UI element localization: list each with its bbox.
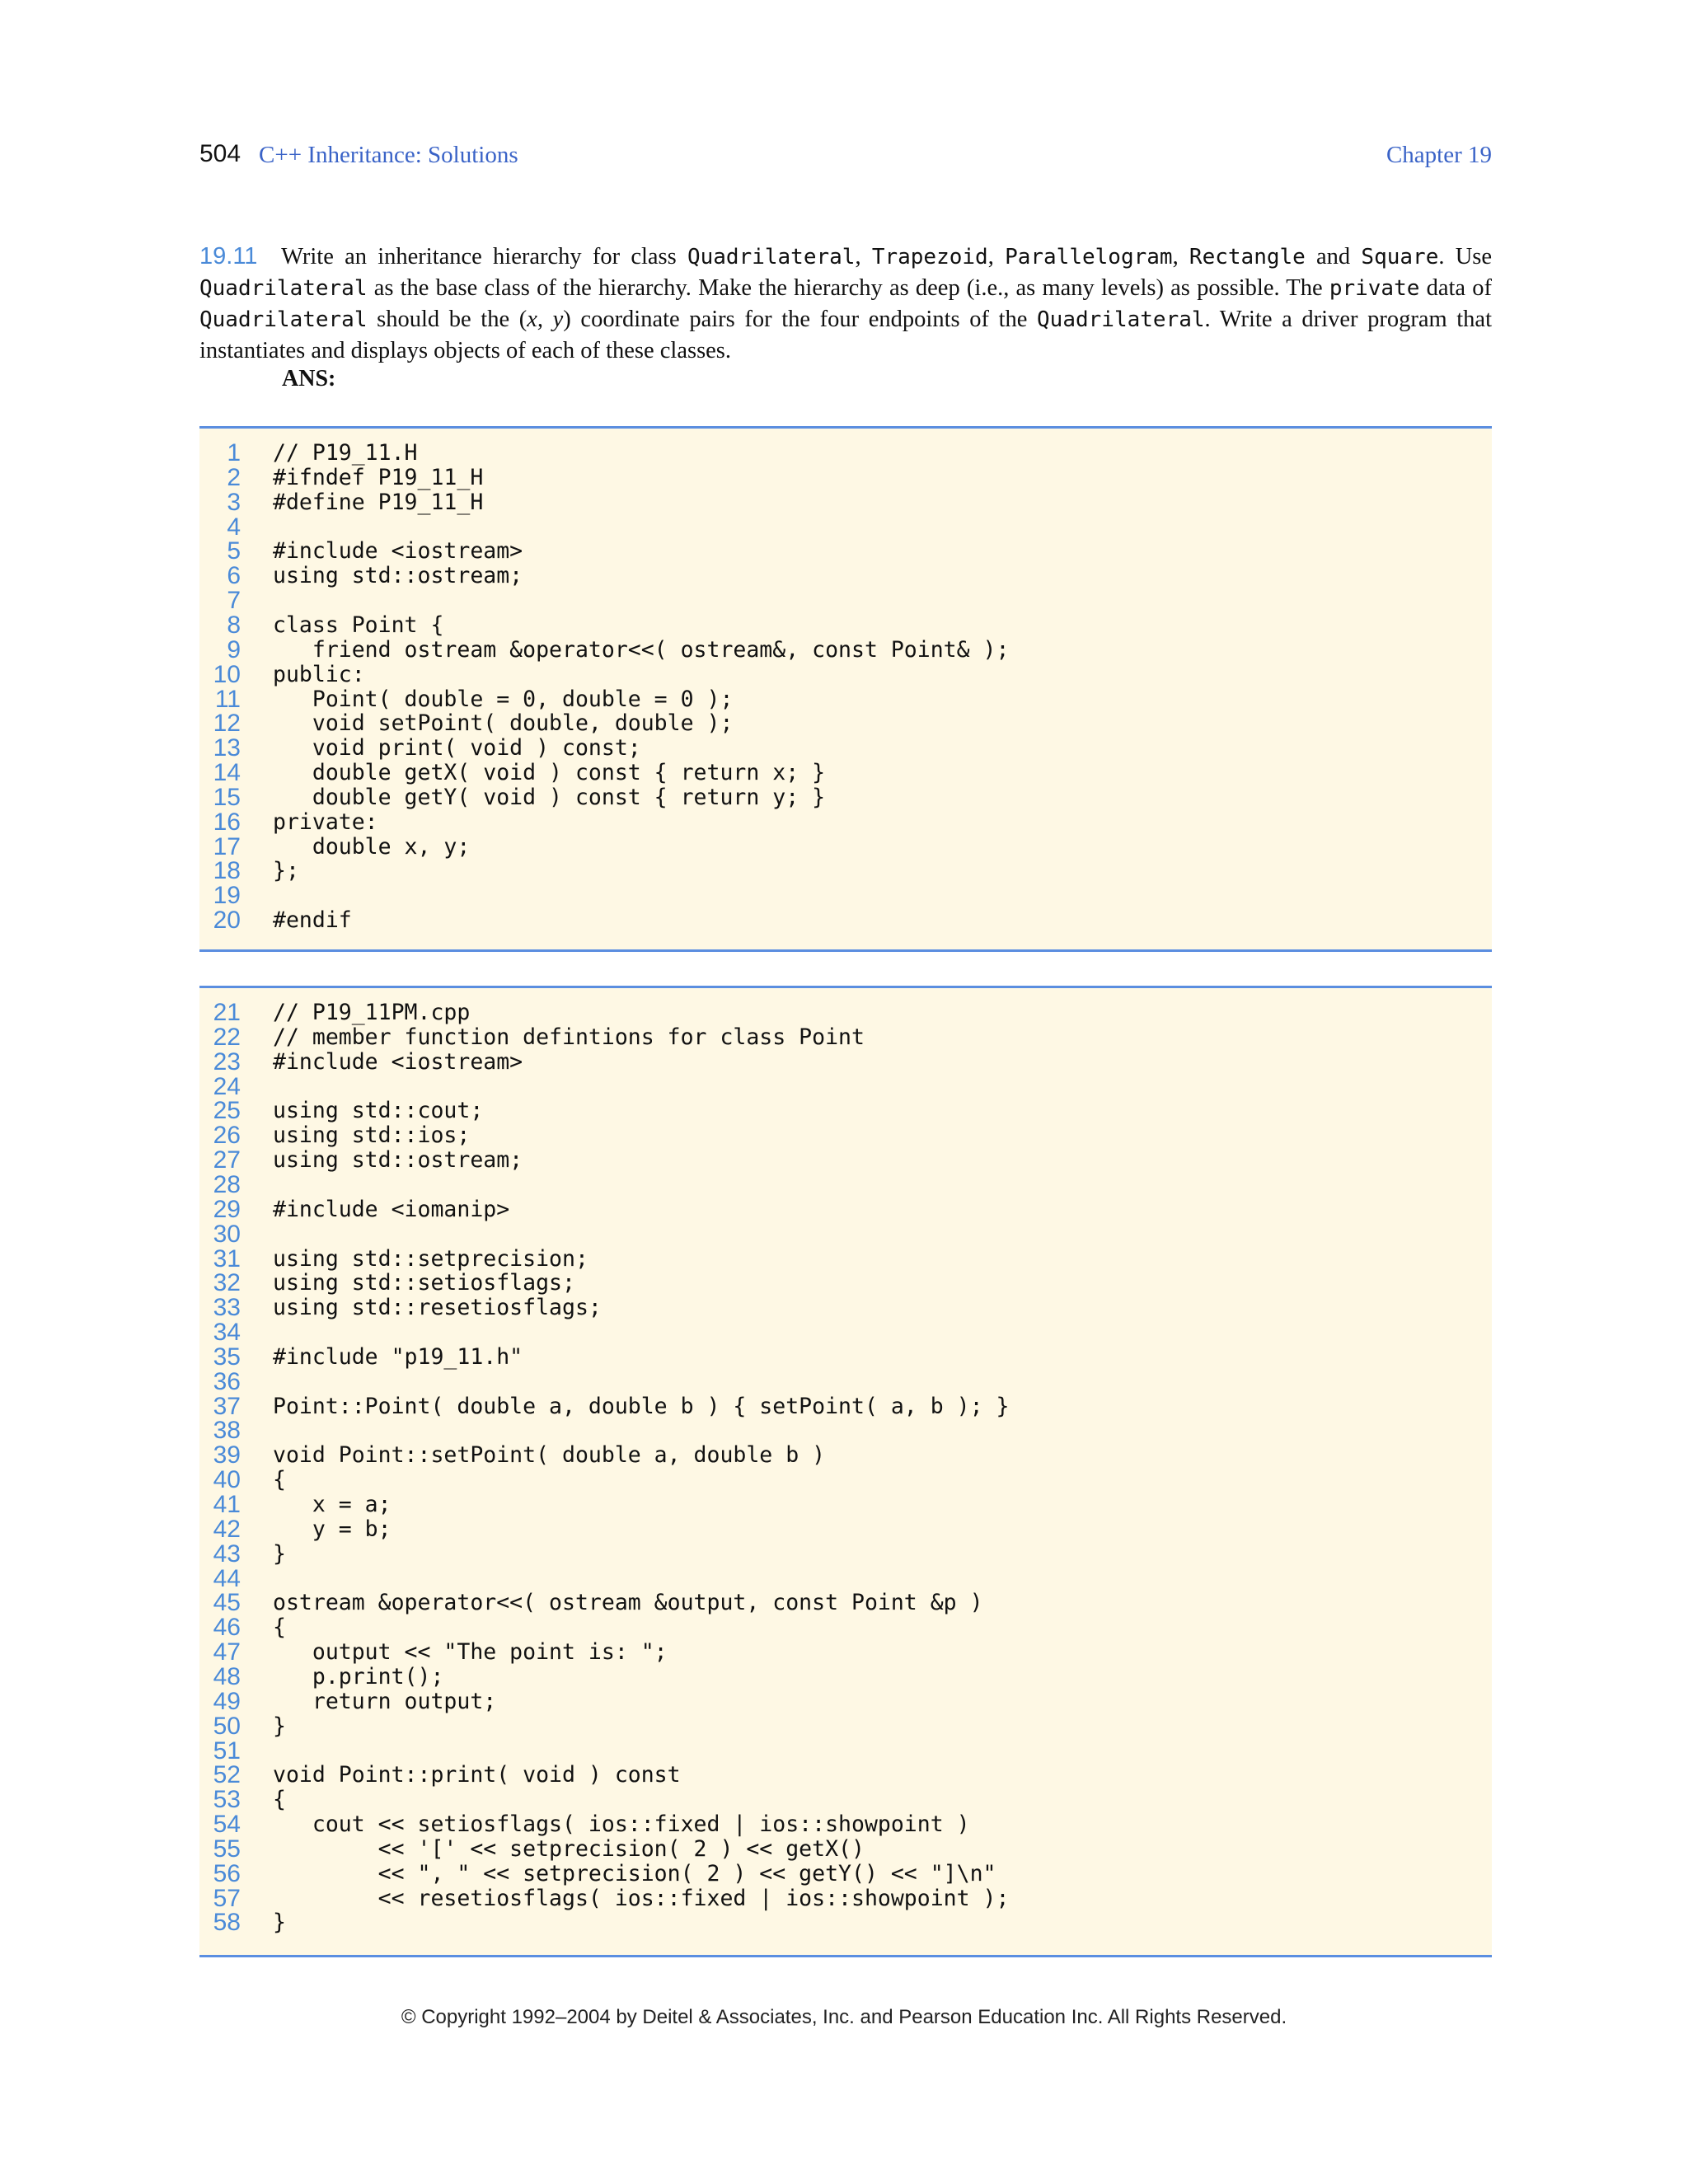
line-number: 6 — [227, 562, 241, 590]
code-line — [199, 1025, 1492, 1050]
line-number: 15 — [213, 783, 241, 811]
line-number: 5 — [227, 537, 241, 565]
code-line — [199, 1837, 1492, 1862]
code-text: } — [273, 1540, 286, 1567]
code-text: { — [273, 1787, 286, 1813]
code-line — [199, 539, 1492, 564]
line-number: 28 — [213, 1170, 241, 1198]
code-line — [199, 1197, 1492, 1222]
code-text: double getX( void ) const { return x; } — [273, 760, 826, 786]
line-number: 34 — [213, 1319, 241, 1347]
line-number: 30 — [213, 1220, 241, 1248]
code-line — [199, 588, 1492, 613]
exercise-text-run: , — [1172, 244, 1189, 269]
line-number: 33 — [213, 1294, 241, 1322]
page-number: 504 — [199, 140, 241, 167]
exercise-text-run: should be the ( — [367, 307, 528, 332]
line-number: 39 — [213, 1441, 241, 1469]
code-line — [199, 883, 1492, 908]
line-number: 19 — [213, 882, 241, 910]
line-number: 23 — [213, 1047, 241, 1076]
code-text: { — [273, 1467, 286, 1493]
line-number: 40 — [213, 1466, 241, 1494]
code-text: void Point::print( void ) const — [273, 1762, 681, 1788]
code-line — [199, 1468, 1492, 1493]
code-line — [199, 1170, 1492, 1198]
exercise-text-run: data of — [1419, 275, 1492, 301]
code-line — [199, 711, 1492, 736]
code-text: using std::ostream; — [273, 563, 523, 589]
code-text: using std::setiosflags; — [273, 1270, 575, 1296]
line-number: 41 — [213, 1491, 241, 1518]
line-number: 12 — [213, 710, 241, 738]
code-line — [199, 832, 1492, 860]
code-line — [199, 1564, 1492, 1592]
code-text: private: — [273, 808, 378, 835]
code-text: Point( double = 0, double = 0 ); — [273, 686, 734, 712]
exercise-text-run: , — [855, 244, 872, 269]
code-line — [199, 1517, 1492, 1542]
code-text: using std::cout; — [273, 1098, 484, 1124]
line-number: 1 — [227, 439, 241, 466]
line-number: 42 — [213, 1515, 241, 1543]
line-number: 10 — [213, 660, 241, 688]
exercise-text-run: as the base class of the hierarchy. Make the hierarchy as deep (i.e., as many levels) as possible. The — [367, 275, 1329, 301]
exercise-text-run: Write an inheritance hierarchy for class — [281, 244, 687, 269]
exercise-text-run: x, y — [527, 307, 564, 332]
code-line — [199, 761, 1492, 785]
code-line — [199, 1367, 1492, 1395]
code-line — [199, 1910, 1492, 1935]
code-text: public: — [273, 661, 365, 687]
page-header — [199, 140, 1492, 176]
code-text: #include <iostream> — [273, 1048, 523, 1075]
code-text: void print( void ) const; — [273, 735, 641, 762]
code-line — [199, 687, 1492, 712]
code-text: friend ostream &operator<<( ostream&, const Point& ); — [273, 636, 1010, 663]
code-text: void setPoint( double, double ); — [273, 710, 734, 737]
line-number: 26 — [213, 1122, 241, 1150]
code-line — [199, 1859, 1492, 1887]
code-line — [199, 1296, 1492, 1320]
inline-code: Quadrilateral — [1037, 307, 1205, 332]
inline-code: Quadrilateral — [199, 276, 368, 301]
code-block-header-file — [199, 426, 1492, 952]
code-line — [199, 1763, 1492, 1788]
line-number: 7 — [227, 587, 241, 615]
code-text: using std::ostream; — [273, 1147, 523, 1174]
line-number: 4 — [227, 513, 241, 541]
code-line — [199, 1320, 1492, 1345]
inline-code: Quadrilateral — [687, 245, 856, 269]
line-number: 51 — [213, 1736, 241, 1765]
code-text: cout << setiosflags( ios::fixed | ios::showpoint ) — [273, 1811, 970, 1838]
code-line — [199, 660, 1492, 688]
running-title: C++ Inheritance: Solutions — [259, 142, 518, 168]
exercise-text-run: and — [1305, 244, 1362, 269]
code-line — [199, 613, 1492, 638]
line-number: 49 — [213, 1687, 241, 1715]
code-line — [199, 1244, 1492, 1272]
code-text: { — [273, 1615, 286, 1641]
code-text: #include <iomanip> — [273, 1196, 510, 1222]
line-number: 32 — [213, 1269, 241, 1297]
code-text: void Point::setPoint( double a, double b ) — [273, 1442, 826, 1469]
code-line — [199, 1099, 1492, 1123]
line-number: 45 — [213, 1589, 241, 1617]
code-text: using std::ios; — [273, 1122, 471, 1149]
code-text: x = a; — [273, 1492, 392, 1517]
line-number: 48 — [213, 1662, 241, 1690]
code-line — [199, 1047, 1492, 1076]
line-number: 54 — [213, 1811, 241, 1839]
code-line — [199, 1148, 1492, 1173]
line-number: 38 — [213, 1417, 241, 1445]
exercise-text-run: . Write a driver program that instantiates and displays objects of each of these classes. — [199, 307, 1492, 363]
code-line — [199, 1072, 1492, 1100]
inline-code: Parallelogram — [1005, 245, 1173, 269]
code-line — [199, 1662, 1492, 1690]
line-number: 17 — [213, 832, 241, 860]
line-number: 53 — [213, 1786, 241, 1814]
code-line — [199, 1123, 1492, 1148]
code-line — [199, 1687, 1492, 1715]
code-line — [199, 1788, 1492, 1812]
code-text: << ", " << setprecision( 2 ) << getY() << "]\n" — [273, 1860, 996, 1886]
line-number: 47 — [213, 1638, 241, 1666]
code-block-implementation-file — [199, 986, 1492, 1957]
code-text: } — [273, 1713, 286, 1739]
code-line — [199, 1542, 1492, 1567]
code-text: } — [273, 1910, 286, 1936]
code-line — [199, 463, 1492, 491]
code-line — [199, 908, 1492, 933]
line-number: 31 — [213, 1244, 241, 1272]
code-line — [199, 810, 1492, 835]
code-line — [199, 1222, 1492, 1247]
code-text: using std::setprecision; — [273, 1245, 588, 1272]
code-line — [199, 1345, 1492, 1370]
copyright-footer: © Copyright 1992–2004 by Deitel & Associates, Inc. and Pearson Education Inc. All Rights Reserved. — [401, 2006, 1287, 2028]
code-line — [199, 1001, 1492, 1025]
code-line — [199, 859, 1492, 883]
line-number: 57 — [213, 1884, 241, 1912]
code-line — [199, 1736, 1492, 1765]
code-text: << '[' << setprecision( 2 ) << getX() — [273, 1835, 865, 1862]
line-number: 3 — [227, 488, 241, 516]
code-text: return output; — [273, 1688, 497, 1714]
code-text: y = b; — [273, 1516, 392, 1542]
line-number: 44 — [213, 1564, 241, 1592]
exercise-number: 19.11 — [199, 243, 258, 269]
code-text: double x, y; — [273, 833, 471, 860]
code-line — [199, 1714, 1492, 1739]
code-text: }; — [273, 858, 299, 884]
line-number: 50 — [213, 1712, 241, 1740]
code-line — [199, 1493, 1492, 1517]
exercise-text-run: , — [987, 244, 1006, 269]
inline-code: private — [1329, 276, 1420, 301]
code-text: #endif — [273, 907, 352, 934]
exercise-text — [199, 241, 1492, 367]
line-number: 27 — [213, 1146, 241, 1174]
code-text: using std::resetiosflags; — [273, 1295, 602, 1321]
line-number: 24 — [213, 1072, 241, 1100]
line-number: 29 — [213, 1195, 241, 1223]
code-text: class Point { — [273, 612, 444, 638]
line-number: 56 — [213, 1859, 241, 1887]
code-text: << resetiosflags( ios::fixed | ios::showpoint ); — [273, 1885, 1010, 1911]
chapter-label: Chapter 19 — [1386, 142, 1492, 168]
line-number: 20 — [213, 907, 241, 935]
line-number: 22 — [213, 1023, 241, 1051]
line-number: 11 — [214, 685, 241, 713]
code-line — [199, 736, 1492, 761]
code-line — [199, 1271, 1492, 1296]
code-text: double getY( void ) const { return y; } — [273, 784, 826, 810]
code-line — [199, 635, 1492, 663]
code-line — [199, 1394, 1492, 1419]
code-text: // P19_11.H — [273, 440, 418, 466]
code-text: p.print(); — [273, 1663, 444, 1690]
code-text: // member function defintions for class Point — [273, 1024, 865, 1050]
line-number: 43 — [213, 1540, 241, 1568]
code-line — [199, 1812, 1492, 1837]
line-number: 36 — [213, 1367, 241, 1395]
code-line — [199, 785, 1492, 810]
line-number: 58 — [213, 1909, 241, 1937]
code-line — [199, 1591, 1492, 1615]
line-number: 8 — [227, 611, 241, 639]
code-line — [199, 1443, 1492, 1468]
exercise-text-run: ) coordinate pairs for the four endpoints of the — [563, 307, 1038, 332]
inline-code: Rectangle — [1189, 245, 1306, 269]
line-number: 18 — [213, 857, 241, 885]
code-text: #ifndef P19_11_H — [273, 464, 484, 490]
line-number: 21 — [213, 999, 241, 1026]
line-number: 13 — [213, 734, 241, 762]
code-text: #include "p19_11.h" — [273, 1343, 523, 1370]
code-line — [199, 490, 1492, 515]
answer-label: ANS: — [282, 366, 336, 391]
code-line — [199, 1640, 1492, 1665]
line-number: 16 — [213, 808, 241, 836]
line-number: 25 — [213, 1097, 241, 1125]
line-number: 52 — [213, 1761, 241, 1789]
line-number: 14 — [213, 759, 241, 787]
line-number: 37 — [213, 1392, 241, 1420]
code-text: #include <iostream> — [273, 538, 523, 565]
line-number: 46 — [213, 1614, 241, 1642]
inline-code: Square — [1361, 245, 1439, 269]
code-text: Point::Point( double a, double b ) { setPoint( a, b ); } — [273, 1393, 1010, 1419]
line-number: 55 — [213, 1835, 241, 1863]
exercise-text-run: . Use — [1438, 244, 1493, 269]
code-line — [199, 1418, 1492, 1443]
code-line — [199, 564, 1492, 588]
line-number: 35 — [213, 1343, 241, 1371]
inline-code: Quadrilateral — [199, 307, 368, 332]
code-line — [199, 441, 1492, 466]
code-line — [199, 1886, 1492, 1911]
code-text: // P19_11PM.cpp — [273, 1000, 471, 1025]
line-number: 9 — [227, 635, 241, 663]
code-text: #define P19_11_H — [273, 489, 484, 515]
line-number: 2 — [227, 463, 241, 491]
code-line — [199, 515, 1492, 540]
code-text: ostream &operator<<( ostream &output, const Point &p ) — [273, 1590, 983, 1616]
code-text: output << "The point is: "; — [273, 1639, 668, 1666]
inline-code: Trapezoid — [871, 245, 988, 269]
code-line — [199, 1615, 1492, 1640]
